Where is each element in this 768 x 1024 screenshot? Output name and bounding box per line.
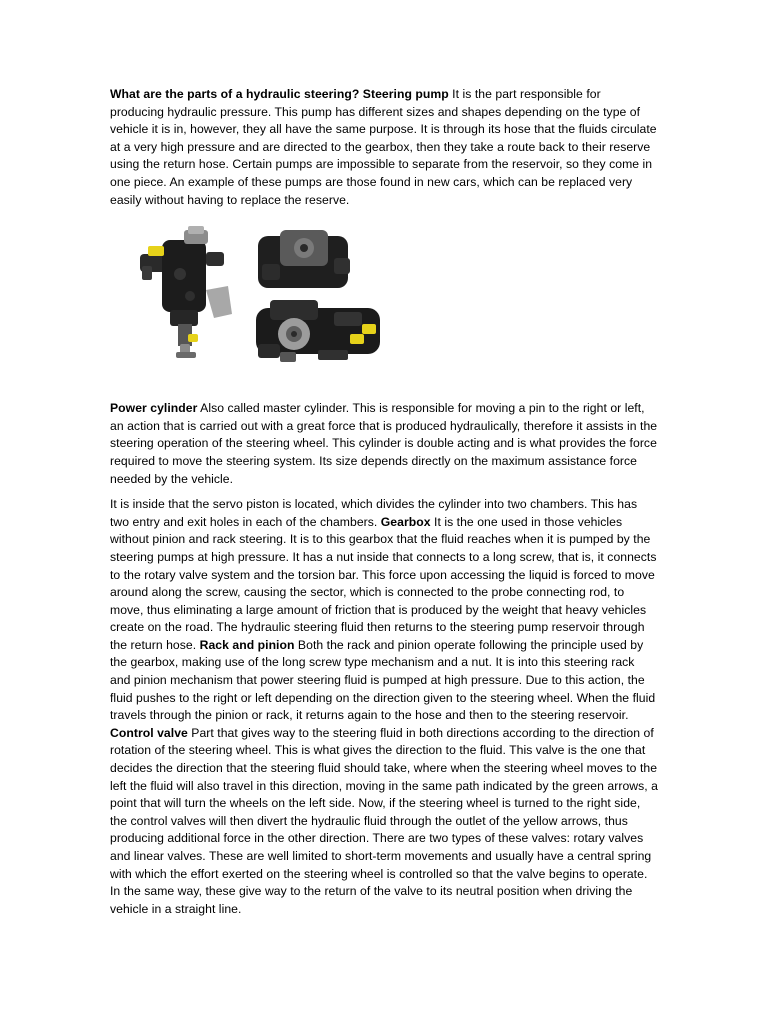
body-text: Part that gives way to the steering fluid in both directions according to the direction of rotation of the steering wheel. This is what gives the direction to the fluid. This valve is the one that decides the direction that the steering fluid should take, where when the steering wheel moves to the left the fluid will also travel in this direction, moving in the same path indicated by the green arrows, a point that will turn the wheels on the left side. Now, if the steering wheel is turned to the right side, the control valves will then divert the hydraulic fluid through the outlet of the yellow arrows, thus producing additional force in the other direction. There are two types of these valves: rotary valves and linear valves. These are well limited to short-term movements and usually have a central spring with which the effort exerted on the steering wheel is controlled so that the valve begins to operate. In the same way, these give way to the return of the valve to its neutral position when driving the vehicle in a straight line. xyxy=(110,725,658,916)
section-heading: Power cylinder xyxy=(110,401,198,416)
section-heading: Control valve xyxy=(110,725,188,740)
document-page xyxy=(110,86,658,918)
gearbox-illustration xyxy=(122,226,402,374)
section-heading: What are the parts of a hydraulic steering? Steering pump xyxy=(110,87,449,101)
section-heading: Rack and pinion xyxy=(199,637,295,652)
section-heading: Gearbox xyxy=(380,514,431,529)
body-text: It is inside that the servo piston is located, which divides the cylinder into two chambers. This has two entry and exit holes in each of the chambers. xyxy=(110,497,638,529)
gearbox-top-right-unit xyxy=(258,230,350,288)
paragraph-power-cylinder xyxy=(110,400,658,488)
body-text: It is the part responsible for producing hydraulic pressure. This pump has different sizes and shapes depending on the type of vehicle it is in, however, they all have the same purpose. It is through its hose that the fluids circulate at a very high pressure and are directed to the gearbox, then they take a route back to their reserve using the return hose. Certain pumps are impossible to separate from the reservoir, so they come in one piece. An example of these pumps are those found in new cars, which can be replaced very easily without having to replace the reserve. xyxy=(110,87,657,207)
body-text: It is the one used in those vehicles without pinion and rack steering. It is to this gearbox that the fluid reaches when it is pumped by the steering pumps at high pressure. It has a nut inside that connects to a long screw, that is, it connects to the rotary valve system and the torsion bar. This force upon accessing the liquid is forced to move around along the screw, causing the sector, which is connected to the probe connecting rod, to move, thus eliminating a large amount of friction that is produced by the weight that heavy vehicles create on the road. The hydraulic steering fluid then returns to the steering pump reservoir through the return hose. xyxy=(110,514,657,652)
steering-gearbox-photo xyxy=(122,226,402,374)
body-text: Both the rack and pinion operate following the principle used by the gearbox, making use of the long screw type mechanism and a nut. It is into this steering rack and pinion mechanism that power steering fluid is pumped at high pressure. Due to this action, the fluid pushes to the right or left depending on the direction given to the steering wheel. When the fluid travels through the pinion or rack, it returns again to the hose and then to the steering reservoir. xyxy=(110,637,656,723)
body-text: Also called master cylinder. This is responsible for moving a pin to the right or left, an action that is carried out with a great force that is produced hydraulically, therefore it assists in the steering operation of the steering wheel. This cylinder is double acting and is what provides the force required to move the steering system. Its size depends directly on the maximum assistance force needed by the vehicle. xyxy=(110,401,658,486)
paragraph-gearbox-rack-control-valve xyxy=(110,496,658,918)
paragraph-steering-pump xyxy=(110,86,658,209)
gearbox-bottom-right-unit xyxy=(256,300,380,362)
gearbox-left-unit xyxy=(140,226,232,358)
